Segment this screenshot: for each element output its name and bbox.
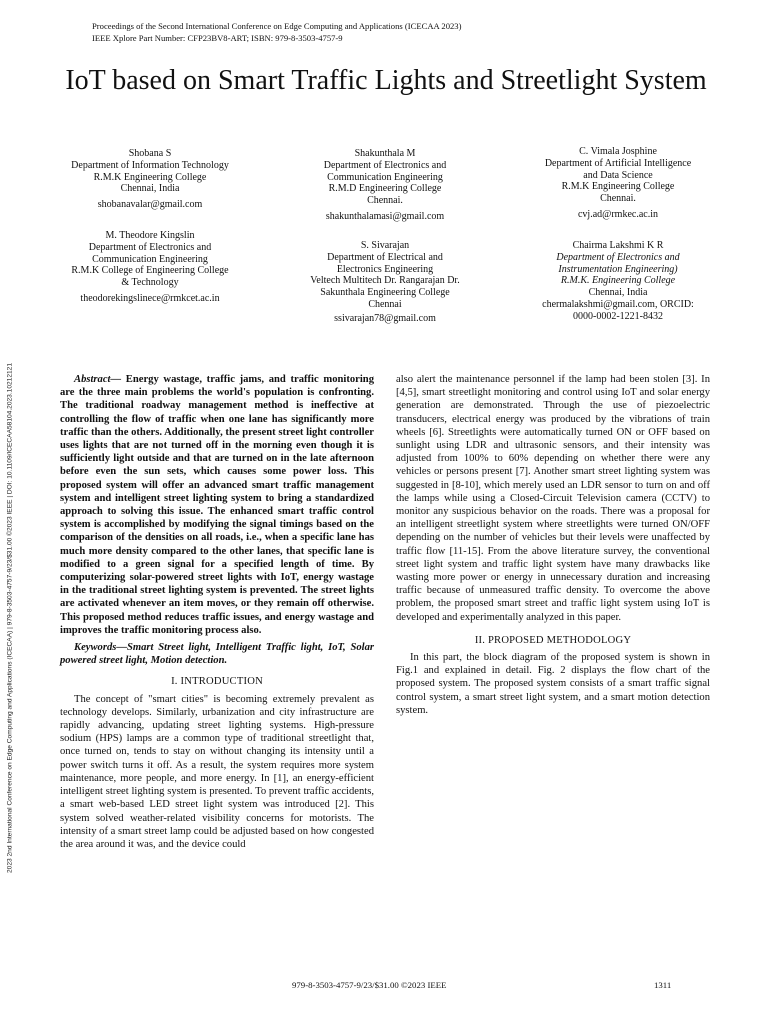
author-email: cvj.ad@rmkec.ac.in (577, 208, 658, 220)
author-affiliation: Communication Engineering (327, 171, 443, 183)
footer-copyright: 979-8-3503-4757-9/23/$31.00 ©2023 IEEE (292, 980, 447, 990)
author-affiliation: Chennai, India (120, 183, 180, 195)
author-affiliation: R.M.D Engineering College (328, 183, 442, 195)
author-sivarajan (280, 240, 490, 325)
author-affiliation: Electronics Engineering (336, 263, 434, 275)
author-affiliation: Department of Electronics and (556, 251, 680, 263)
author-name: Shobana S (128, 148, 172, 159)
author-affiliation: Veltech Multitech Dr. Rangarajan Dr. (310, 275, 460, 287)
literature-paragraph: also alert the maintenance personnel if the lamp had been stolen [3]. In [4,5], smart streetlight monitoring and control using IoT and solar energy generation are demonstrated. Through the use of piezoelectric transducers, electrical energy was produced by the vibrations of train wheels [6]. Streetlights were automatically turned ON or OFF based on sunlight using LDR and ultrasonic sensors, and their intensity was adjusted from 100% to 60% depending on whether there were any vehicles or persons present [7]. Another smart street lighting system was suggested in [8-10], which merely used an LDR sensor to turn on and off the lamps while using a Closed-Circuit Television camera (CCTV) to monitor any suspicious behavior on the roads. There was a proposal for an intelligent streetlight system where streetlights were turned ON/OFF depending on the number of vehicles but their levels were unaffected by traffic flow [11-15]. From the above literature survey, the conventional street light system and traffic light system have many drawbacks like wasting more power or energy in unnecessary duration and increasing traffic because of unmeasured traffic density. To overcome the above problem, the proposed smart street and traffic light system using IoT is developed and experimentally analyzed in this paper. (396, 374, 710, 623)
abstract-body: Energy wastage, traffic jams, and traffic monitoring are the three main problems the world's population is confronting. The traditional roadway management method is ineffective at controlling the flow of traffic when one lane has significantly more traffic than the others. Additionally, the present street light controller uses lights that are not turned off in the morning even though it is sufficiently light outside and that are turned on in the late afternoon before even the sun sets, which causes some power loss. This proposed system will offer an advanced smart traffic management system and intelligent street lighting system to bring a standardized approach to solving this issue. The enhanced smart traffic control system is accomplished by modifying the signal timings based on the comparison of the densities on all roads, i.e., when a specific lane has much more density compared to the other lanes, that specific lane is modified to a green signal for a specified length of time. By computerizing solar-powered street lights with IoT, energy wastage in the traditional street lighting system is prevented. The street lights are activated whenever an item moves, or they remain off otherwise. This proposed method reduces traffic issues, and energy wastage and improves the traffic monitoring process also. (60, 374, 374, 636)
methodology-paragraph: In this part, the block diagram of the proposed system is shown in Fig.1 and explained in detail. Fig. 2 displays the flow chart of the proposed system. The proposed system consists of a smart traffic signal control system, a smart street light system, and a smart motion detection system. (396, 652, 710, 716)
author-shobana (40, 148, 260, 211)
conference-header (92, 20, 692, 44)
author-shakunthala (280, 148, 490, 223)
left-column (60, 373, 374, 851)
conference-header-line2: IEEE Xplore Part Number: CFP23BV8-ART; ISBN: 979-8-3503-4757-9 (92, 33, 343, 43)
section-heading-introduction: I. INTRODUCTION (171, 676, 263, 688)
author-email: ssivarajan78@gmail.com (334, 312, 436, 324)
author-email: shakunthalamasi@gmail.com (325, 210, 445, 222)
author-affiliation: Department of Electronics and (323, 159, 447, 171)
abstract (60, 373, 374, 637)
author-affiliation: and Data Science (583, 169, 653, 181)
author-affiliation: Department of Artificial Intelligence (544, 157, 692, 169)
author-affiliation: Department of Electronics and (88, 241, 212, 253)
author-affiliation: Communication Engineering (92, 253, 208, 265)
author-affiliation: Chennai. (367, 195, 403, 207)
introduction-paragraph: The concept of "smart cities" is becoming extremely prevalent as technology develops. Similarly, urbanization and city infrastructure are rapidly advancing, updating street lighting systems. High-pressure sodium (HPS) lamps are a common type of traditional streetlight that, once turned on, tends to stay on without changing its intensity until a power switch turns it off. As a result, the system requires more system maintenance, more people, and more energy. In [1], an energy-efficient intelligent street lighting system is presented. To prevent traffic accidents, a smart web-based LED street light system was introduced [2]. This system solved weather-related visibility concerns for motorists. The intensity of a smart street lamp could be adjusted based on how congested the area around it was, and the device could (60, 693, 374, 850)
author-name: Shakunthala M (354, 148, 416, 159)
paper-title: IoT based on Smart Traffic Lights and Streetlight System (65, 65, 707, 96)
author-affiliation: R.M.K Engineering College (561, 181, 675, 193)
author-affiliation: Instrumentation Engineering) (558, 263, 678, 275)
author-affiliation: Sakunthala Engineering College (320, 287, 450, 299)
doi-side-strip (4, 268, 16, 968)
author-theodore (40, 230, 260, 305)
author-email: theodorekingslinece@rmkcet.ac.in (80, 292, 220, 304)
author-affiliation: R.M.K Engineering College (93, 171, 207, 183)
author-affiliation: R.M.K. Engineering College (560, 275, 676, 287)
author-name: S. Sivarajan (360, 240, 410, 251)
author-name: Chairma Lakshmi K R (572, 240, 664, 251)
author-affiliation: Chennai (368, 298, 402, 310)
author-vimala (508, 146, 728, 221)
author-affiliation: Department of Information Technology (71, 159, 229, 171)
author-chairma (508, 240, 728, 323)
author-affiliation: Department of Electrical and (327, 251, 443, 263)
author-email: shobanavalar@gmail.com (97, 199, 203, 211)
conference-header-line1: Proceedings of the Second International Conference on Edge Computing and Applications (ICECAA 2023) (92, 21, 462, 31)
author-orcid: 0000-0002-1221-8432 (573, 310, 663, 322)
abstract-lead: Abstract— (74, 374, 122, 385)
footer-page-number: 1311 (654, 980, 672, 990)
author-affiliation: & Technology (121, 277, 179, 289)
doi-side-text: 2023 2nd International Conference on Edge Computing and Applications (ICECAA) | 979-8-3503-4757-9/23/$31.00 ©2023 IEEE | DOI: 10.1109/ICECAA58104.2023.10212121 (6, 362, 14, 874)
author-affiliation: Chennai, India (588, 287, 648, 299)
author-affiliation: Chennai. (600, 193, 636, 205)
author-name: M. Theodore Kingslin (105, 230, 195, 241)
right-column (396, 373, 710, 717)
section-heading-methodology: II. PROPOSED METHODOLOGY (474, 634, 632, 646)
author-name: C. Vimala Josphine (579, 146, 657, 157)
author-affiliation: R.M.K College of Engineering College (71, 265, 229, 277)
author-email: chermalakshmi@gmail.com, ORCID: (542, 298, 694, 310)
keywords: Keywords—Smart Street light, Intelligent Traffic light, IoT, Solar powered street light, Motion detection. (60, 642, 374, 667)
